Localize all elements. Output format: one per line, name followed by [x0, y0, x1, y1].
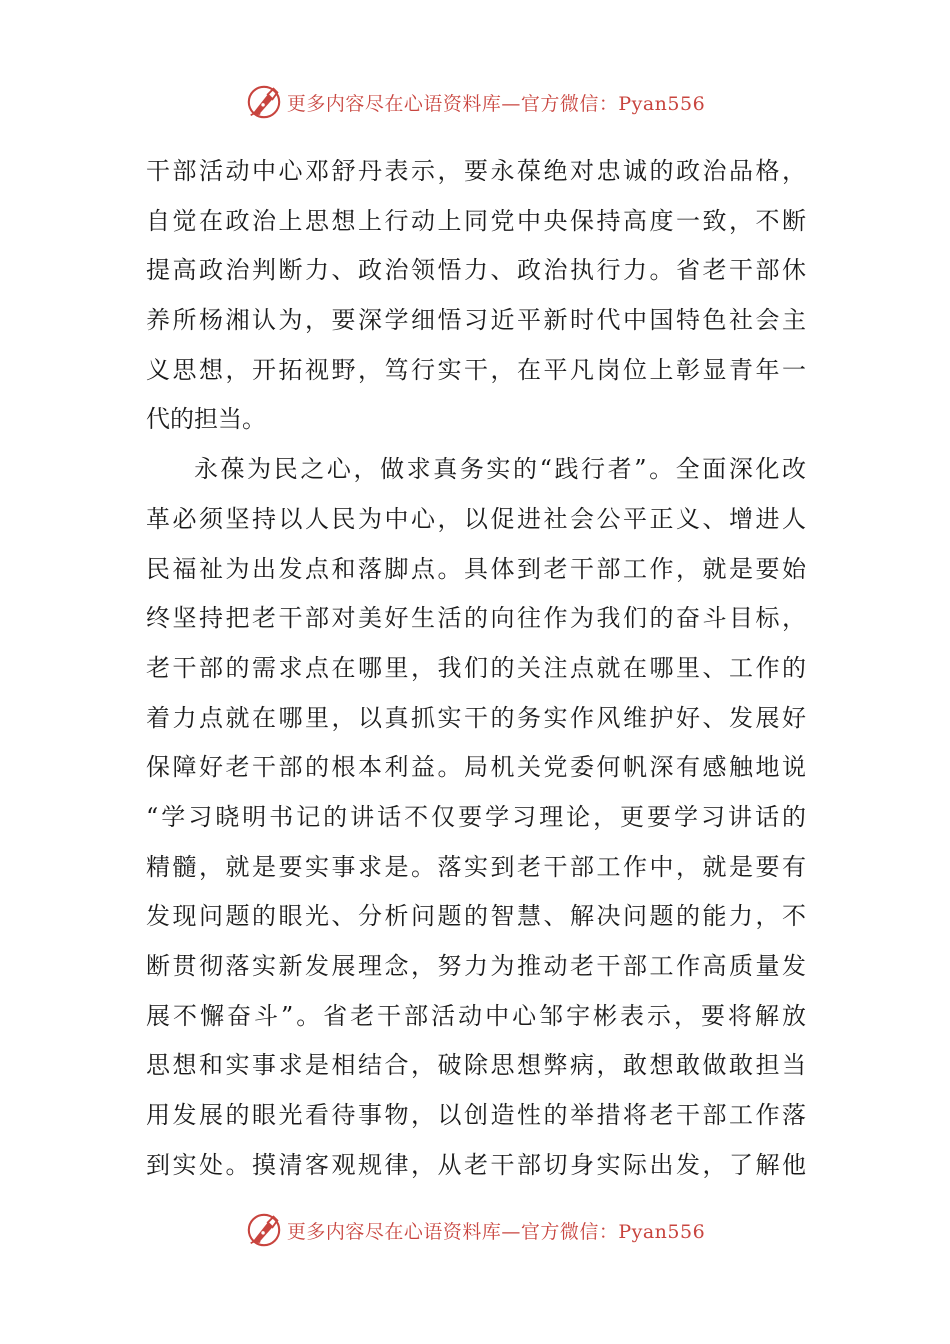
text-line: 保障好老干部的根本利益。局机关党委何帆深有感触地说: [146, 753, 806, 782]
footer-banner-text: 更多内容尽在心语资料库—官方微信：Pyan556: [286, 1220, 706, 1243]
text-line: 自觉在政治上思想上行动上同党中央保持高度一致，不断: [146, 206, 806, 235]
text-line: 老干部的需求点在哪里，我们的关注点就在哪里、工作的: [146, 653, 806, 682]
text-line: “学习晓明书记的讲话不仅要学习理论，更要学习讲话的: [146, 802, 806, 831]
text-line: 革必须坚持以人民为中心，以促进社会公平正义、增进人: [146, 504, 806, 533]
text-line: 思想和实事求是相结合，破除思想弊病，敢想敢做敢担当: [146, 1051, 806, 1080]
text-line: 义思想，开拓视野，笃行实干，在平凡岗位上彰显青年一: [146, 355, 806, 384]
footer-watermark-banner: [0, 1208, 950, 1252]
text-line: 用发展的眼光看待事物，以创造性的举措将老干部工作落: [146, 1101, 806, 1130]
pen-nib-logo-icon: [245, 83, 283, 121]
header-banner-text: 更多内容尽在心语资料库—官方微信：Pyan556: [286, 92, 706, 115]
text-line: 养所杨湘认为，要深学细悟习近平新时代中国特色社会主: [146, 306, 806, 335]
text-line: 精髓，就是要实事求是。落实到老干部工作中，就是要有: [146, 852, 806, 881]
text-line: 终坚持把老干部对美好生活的向往作为我们的奋斗目标，: [146, 604, 806, 633]
text-line: 展不懈奋斗”。省老干部活动中心邹宇彬表示，要将解放: [146, 1001, 806, 1030]
text-line: 发现问题的眼光、分析问题的智慧、解决问题的能力，不: [146, 902, 806, 931]
header-watermark-banner: [0, 80, 950, 124]
text-line: 着力点就在哪里，以真抓实干的务实作风维护好、发展好: [146, 703, 806, 732]
text-line: 断贯彻落实新发展理念，努力为推动老干部工作高质量发: [146, 952, 806, 980]
paragraph-2: [146, 445, 806, 1190]
text-line: 到实处。摸清客观规律，从老干部切身实际出发，了解他: [146, 1150, 806, 1179]
paragraph-1: [146, 147, 806, 445]
pen-nib-logo-icon: [245, 1211, 283, 1249]
text-line: 干部活动中心邓舒丹表示，要永葆绝对忠诚的政治品格，: [146, 157, 806, 185]
text-line: 代的担当。: [146, 405, 266, 434]
text-line: 提高政治判断力、政治领悟力、政治执行力。省老干部休: [146, 256, 806, 285]
text-line: 民福祉为出发点和落脚点。具体到老干部工作，就是要始: [146, 554, 806, 583]
text-line: 永葆为民之心，做求真务实的“践行者”。全面深化改: [194, 455, 806, 484]
document-body: [146, 147, 806, 1190]
